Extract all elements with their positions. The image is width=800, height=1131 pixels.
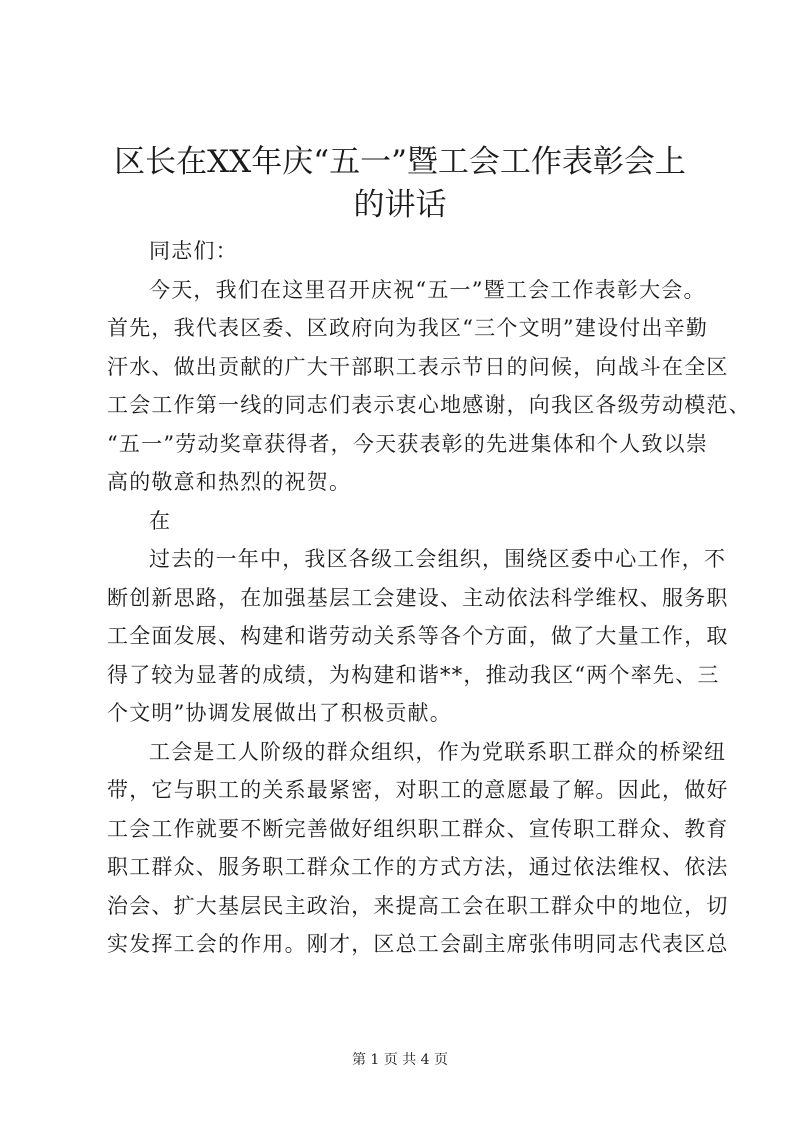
paragraph-line: 工会工作就要不断完善做好组织职工群众、宣传职工群众、教育 [107, 816, 729, 841]
paragraph-line: 个文明”协调发展做出了积极贡献。 [107, 701, 452, 725]
paragraph-line: “五一”劳动奖章获得者，今天获表彰的先进集体和个人致以崇 [107, 431, 709, 456]
paragraph-line: 实发挥工会的作用。刚才，区总工会副主席张伟明同志代表区总 [107, 932, 729, 956]
greeting: 同志们： [149, 239, 238, 263]
paragraph-line: 工全面发展、构建和谐劳动关系等各个方面，做了大量工作，取 [107, 624, 729, 648]
paragraph-line: 工会是工人阶级的群众组织，作为党联系职工群众的桥梁纽 [149, 739, 727, 764]
paragraph-4 [107, 733, 729, 964]
document-body [107, 232, 751, 964]
paragraph-line: 今天，我们在这里召开庆祝“五一”暨工会工作表彰大会。 [149, 277, 706, 302]
paragraph-line: 过去的一年中，我区各级工会组织，围绕区委中心工作，不 [149, 547, 727, 571]
paragraph-line: 在 [149, 508, 172, 533]
page-footer [0, 1050, 800, 1070]
paragraph-3 [107, 540, 729, 733]
page-number-label: 第 1 页 共 4 页 [351, 1052, 449, 1068]
paragraph-line: 首先，我代表区委、区政府向为我区“三个文明”建设付出辛勤 [107, 316, 709, 340]
paragraph-2 [107, 502, 707, 541]
paragraph-line: 工会工作第一线的同志们表示衷心地感谢，向我区各级劳动模范、 [107, 393, 751, 417]
paragraph-line: 治会、扩大基层民主政治，来提高工会在职工群众中的地位，切 [107, 893, 729, 918]
document-title-line-2: 的讲话 [353, 187, 447, 223]
paragraph-line: 带，它与职工的关系最紧密，对职工的意愿最了解。因此，做好 [107, 778, 729, 802]
document-title-line-1: 区长在XX年庆“五一”暨工会工作表彰会上 [114, 144, 686, 180]
paragraph-line: 职工群众、服务职工群众工作的方式方法，通过依法维权、依法 [107, 855, 729, 879]
paragraph-line: 高的敬意和热烈的祝贺。 [107, 470, 352, 494]
paragraph-line: 得了较为显著的成绩，为构建和谐**，推动我区“两个率先、三 [107, 662, 720, 687]
paragraph-line: 断创新思路，在加强基层工会建设、主动依法科学维权、服务职 [107, 585, 729, 610]
paragraph-1 [107, 271, 751, 502]
paragraph-line: 汗水、做出贡献的广大干部职工表示节日的问候，向战斗在全区 [107, 354, 729, 379]
